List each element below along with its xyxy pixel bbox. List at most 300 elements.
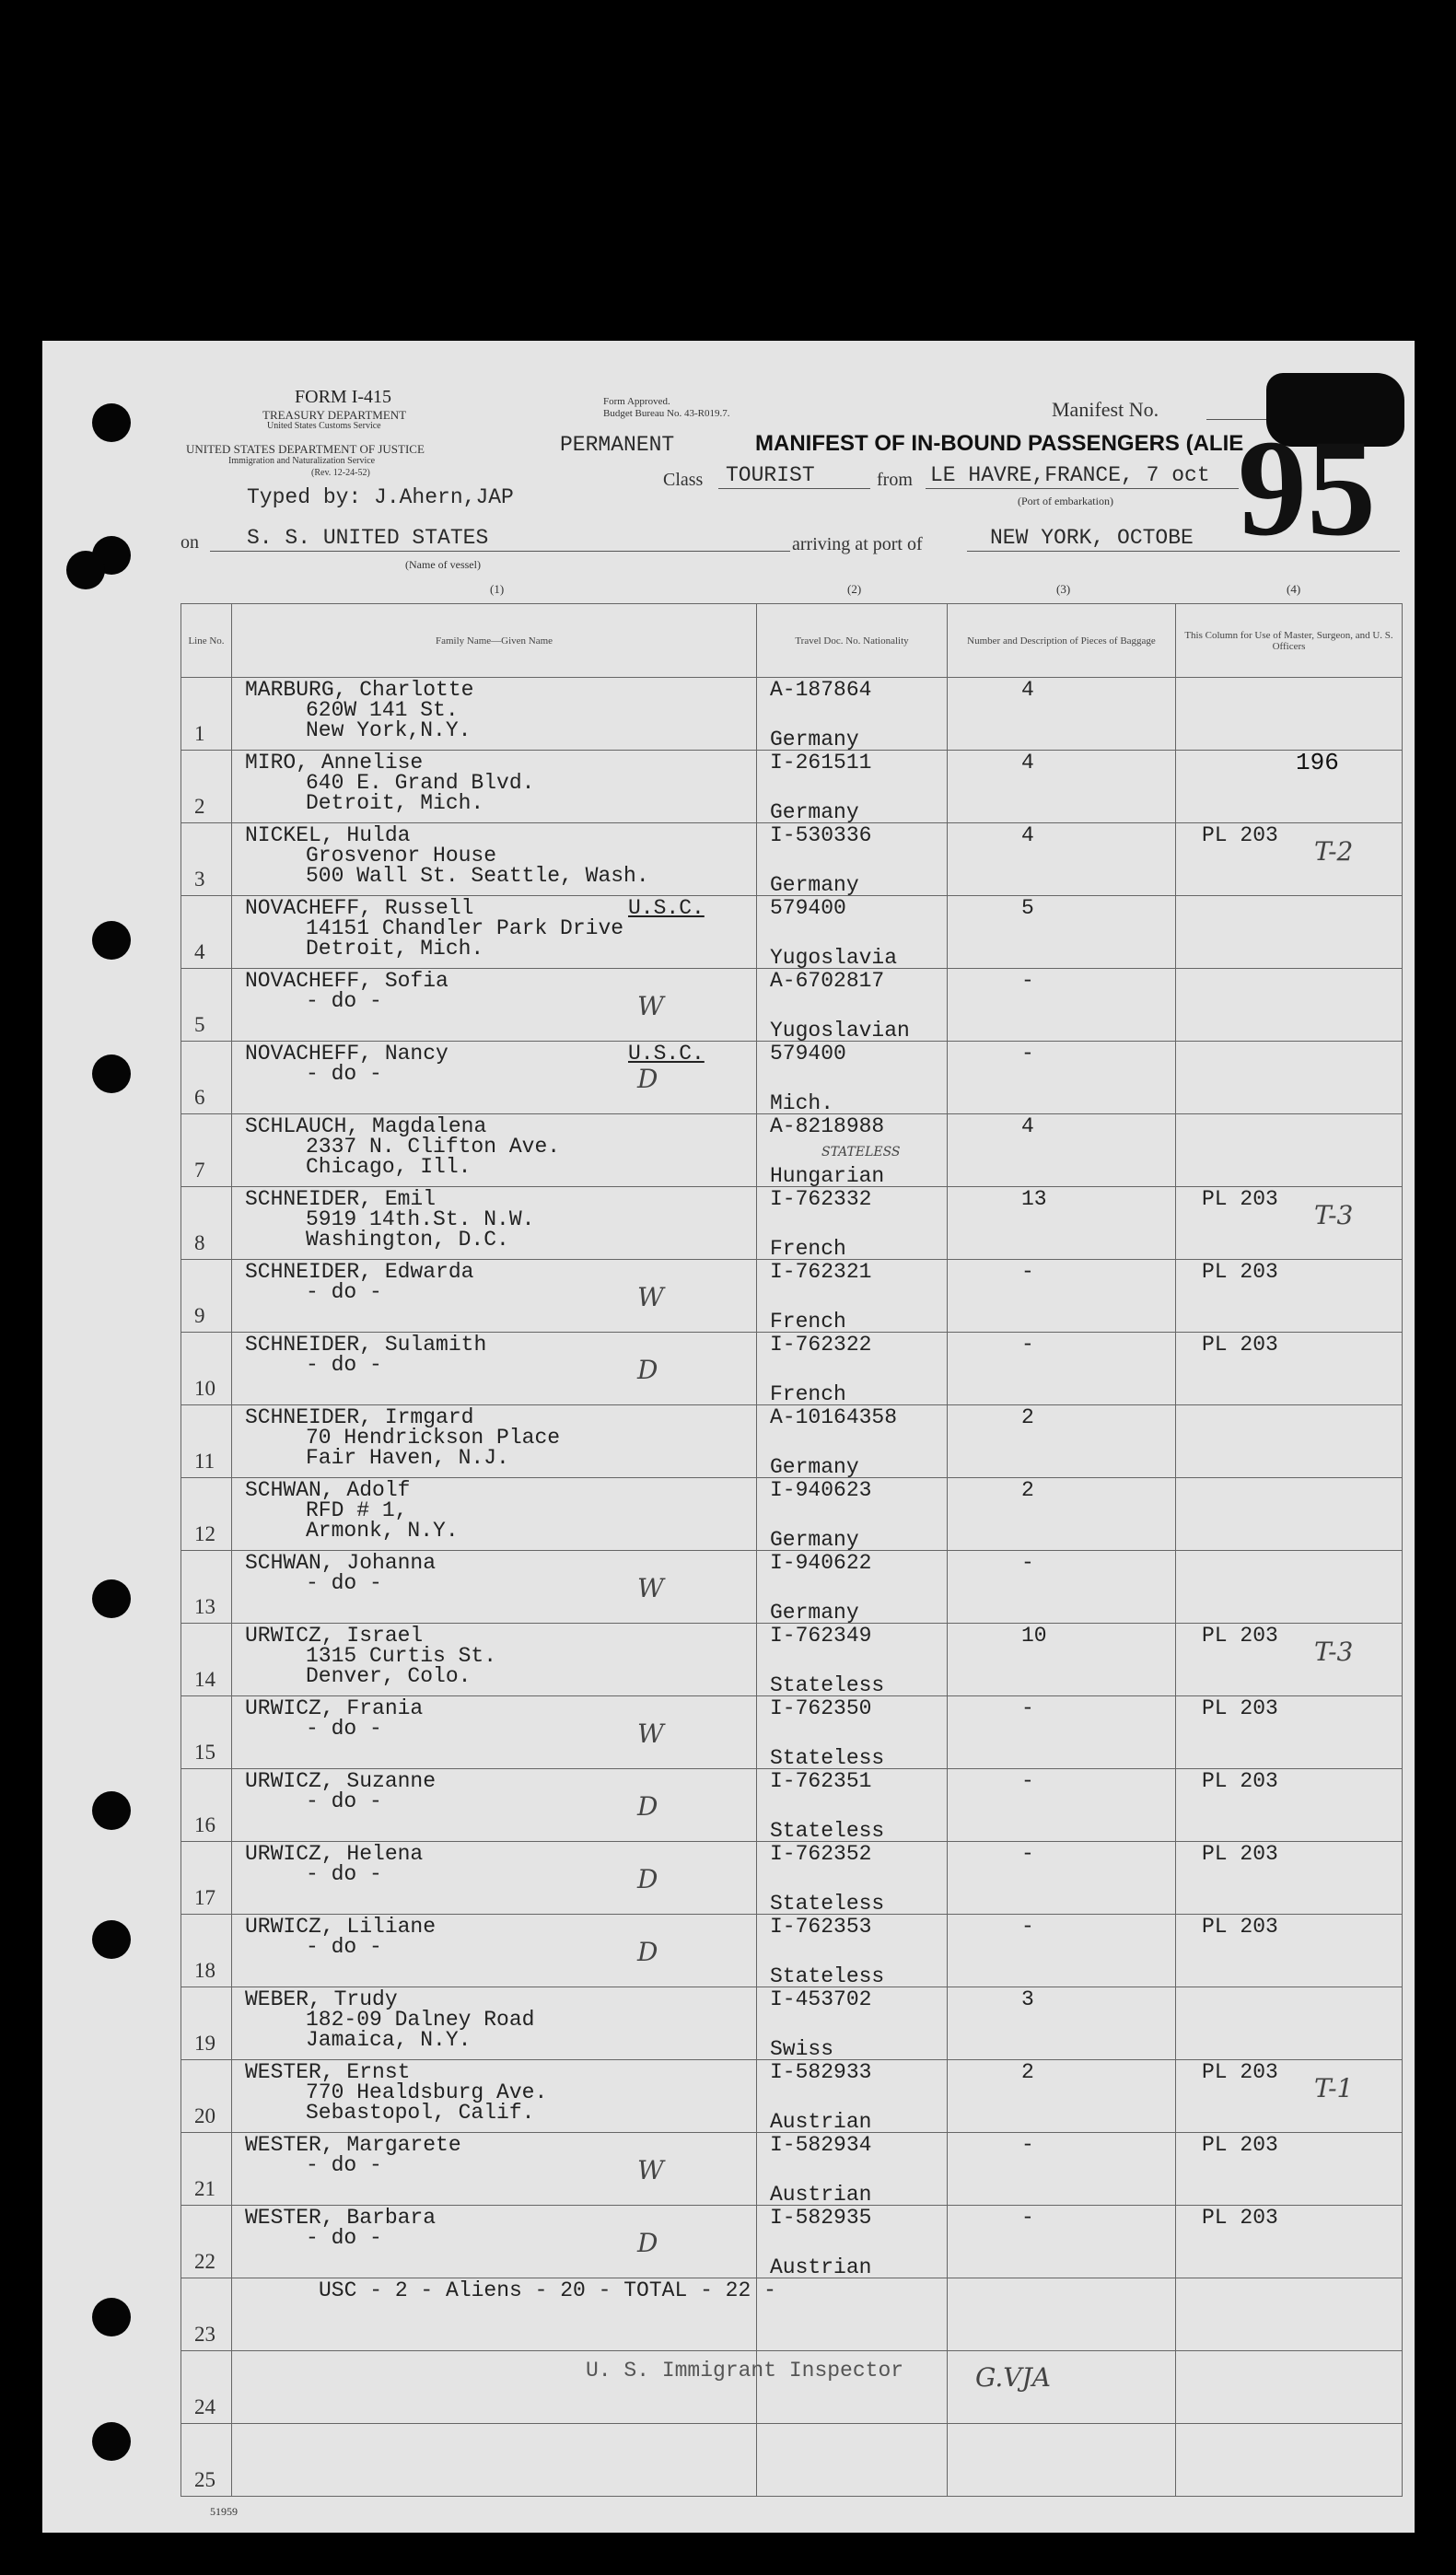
baggage-cell xyxy=(948,1114,1176,1187)
baggage-cell xyxy=(948,1551,1176,1624)
passenger-name: SCHNEIDER, Irmgard xyxy=(245,1405,474,1429)
baggage-cell xyxy=(948,1624,1176,1696)
officer-note: PL 203 xyxy=(1202,1260,1278,1284)
passenger-name-block xyxy=(245,1844,423,1884)
passenger-address-line: Washington, D.C. xyxy=(306,1228,509,1252)
passenger-name: NOVACHEFF, Nancy xyxy=(245,1042,448,1066)
punch-hole xyxy=(92,1579,131,1618)
passenger-name: SCHNEIDER, Sulamith xyxy=(245,1333,487,1357)
passenger-name: WESTER, Ernst xyxy=(245,2060,411,2084)
line-number: 15 xyxy=(194,1741,215,1764)
col-number-1: (1) xyxy=(490,582,505,596)
line-number-cell xyxy=(181,1696,232,1769)
officer-cell xyxy=(1176,1187,1403,1260)
line-number: 21 xyxy=(194,2177,215,2200)
name-cell xyxy=(232,751,757,823)
name-cell xyxy=(232,1769,757,1842)
baggage-count: 4 xyxy=(1021,751,1034,775)
line-number: 24 xyxy=(194,2395,215,2418)
passenger-address-line: Sebastopol, Calif. xyxy=(306,2101,535,2125)
baggage-cell xyxy=(948,969,1176,1042)
nationality: Stateless xyxy=(770,1673,885,1697)
baggage-cell xyxy=(948,1987,1176,2060)
baggage-cell xyxy=(948,1260,1176,1333)
baggage-count: 4 xyxy=(1021,823,1034,847)
passenger-name-block xyxy=(245,1553,436,1593)
line-number: 18 xyxy=(194,1959,215,1982)
vessel-line xyxy=(210,551,790,552)
officer-note: PL 203 xyxy=(1202,1624,1278,1648)
line-number: 6 xyxy=(194,1086,205,1109)
nationality: Hungarian xyxy=(770,1164,885,1188)
name-cell xyxy=(232,2060,757,2133)
officer-cell xyxy=(1176,1696,1403,1769)
passenger-address-line: - do - xyxy=(306,1062,382,1086)
officer-note: PL 203 xyxy=(1202,1187,1278,1211)
officer-cell xyxy=(1176,1551,1403,1624)
baggage-count: - xyxy=(1021,1769,1034,1793)
officer-cell xyxy=(1176,751,1403,823)
travel-doc-number: I-261511 xyxy=(770,751,872,775)
arrival-port: NEW YORK, OCTOBE xyxy=(990,526,1194,550)
header-name: Family Name—Given Name xyxy=(232,604,757,678)
header-line-no: Line No. xyxy=(181,604,232,678)
officer-note: PL 203 xyxy=(1202,2133,1278,2157)
officer-cell xyxy=(1176,2206,1403,2278)
passenger-address-line: 620W 141 St. xyxy=(306,698,459,722)
baggage-cell xyxy=(948,1769,1176,1842)
passenger-name-block xyxy=(245,1262,473,1302)
travel-doc-number: I-762353 xyxy=(770,1915,872,1939)
passenger-name: MARBURG, Charlotte xyxy=(245,678,474,702)
travel-doc-number: A-8218988 xyxy=(770,1114,885,1138)
baggage-cell xyxy=(948,1842,1176,1915)
table-row xyxy=(181,1187,1403,1260)
punch-hole xyxy=(92,403,131,442)
treasury-dept: TREASURY DEPARTMENT xyxy=(262,408,407,422)
officer-cell xyxy=(1176,2278,1403,2351)
officer-cell xyxy=(1176,1842,1403,1915)
nationality: Mich. xyxy=(770,1091,834,1115)
travel-doc-number: I-940622 xyxy=(770,1551,872,1575)
officer-note: PL 203 xyxy=(1202,1769,1278,1793)
travel-doc-cell xyxy=(757,1405,948,1478)
nationality: Germany xyxy=(770,873,859,897)
passenger-address-line: Detroit, Mich. xyxy=(306,937,484,961)
baggage-count: - xyxy=(1021,2133,1034,2157)
passenger-address-line: Chicago, Ill. xyxy=(306,1155,472,1179)
travel-doc-cell xyxy=(757,896,948,969)
line-number-cell xyxy=(181,1114,232,1187)
nationality: Austrian xyxy=(770,2183,872,2207)
line-number-cell xyxy=(181,2278,232,2351)
passenger-address-line: 182-09 Dalney Road xyxy=(306,2008,535,2032)
baggage-count: 4 xyxy=(1021,678,1034,702)
name-cell xyxy=(232,1915,757,1987)
name-cell xyxy=(232,2424,757,2497)
line-number: 3 xyxy=(194,868,205,891)
customs-service: United States Customs Service xyxy=(267,421,381,431)
officer-cell xyxy=(1176,2424,1403,2497)
travel-doc-number: I-762349 xyxy=(770,1624,872,1648)
baggage-cell xyxy=(948,2351,1176,2424)
officer-cell xyxy=(1176,1333,1403,1405)
line-number: 20 xyxy=(194,2104,215,2127)
line-number: 23 xyxy=(194,2323,215,2346)
line-number: 10 xyxy=(194,1377,215,1400)
usc-note: U.S.C. xyxy=(628,896,705,920)
passenger-name: NOVACHEFF, Sofia xyxy=(245,969,448,993)
travel-doc-cell xyxy=(757,2206,948,2278)
travel-doc-cell xyxy=(757,1260,948,1333)
line-number: 1 xyxy=(194,722,205,745)
table-row xyxy=(181,1696,1403,1769)
vessel-name: S. S. UNITED STATES xyxy=(247,526,489,550)
form-number: FORM I-415 xyxy=(295,387,392,407)
passenger-address-line: - do - xyxy=(306,1280,382,1304)
passenger-name: URWICZ, Helena xyxy=(245,1842,424,1866)
travel-doc-cell xyxy=(757,1696,948,1769)
passenger-address-line: RFD # 1, xyxy=(306,1498,408,1522)
punch-hole xyxy=(92,921,131,960)
travel-doc-number: I-582935 xyxy=(770,2206,872,2230)
passenger-name-block xyxy=(245,971,448,1011)
punch-hole xyxy=(92,1920,131,1959)
nationality: Yugoslavia xyxy=(770,946,898,970)
passenger-name: SCHWAN, Adolf xyxy=(245,1478,411,1502)
officer-cell xyxy=(1176,2133,1403,2206)
baggage-cell xyxy=(948,1187,1176,1260)
passenger-name-block xyxy=(245,1480,459,1541)
officer-note: PL 203 xyxy=(1202,1915,1278,1939)
baggage-count: - xyxy=(1021,1260,1034,1284)
passenger-address-line: Fair Haven, N.J. xyxy=(306,1446,509,1470)
name-cell xyxy=(232,2351,904,2424)
passenger-name: NICKEL, Hulda xyxy=(245,823,411,847)
officer-cell xyxy=(1176,1624,1403,1696)
permanent-label: PERMANENT xyxy=(560,433,675,457)
handwritten-mark: D xyxy=(637,1064,658,1094)
passenger-name: USC - 2 - Aliens - 20 - TOTAL - 22 - xyxy=(319,2278,776,2302)
passenger-address-line: - do - xyxy=(306,989,382,1013)
punch-hole xyxy=(92,2298,131,2336)
name-cell xyxy=(232,1551,757,1624)
table-row xyxy=(181,2278,1403,2351)
usc-note: U.S.C. xyxy=(628,1042,705,1066)
line-number-cell xyxy=(181,2351,232,2424)
baggage-cell xyxy=(948,1405,1176,1478)
manifest-no-label: Manifest No. xyxy=(1052,398,1159,421)
table-row xyxy=(181,823,1403,896)
header-baggage: Number and Description of Pieces of Baggage xyxy=(948,604,1176,678)
passenger-address-line: New York,N.Y. xyxy=(306,718,472,742)
justice-dept: UNITED STATES DEPARTMENT OF JUSTICE xyxy=(186,442,425,456)
passenger-name: URWICZ, Israel xyxy=(245,1624,424,1648)
travel-doc-number: A-6702817 xyxy=(770,969,885,993)
name-cell xyxy=(232,1624,757,1696)
baggage-count: 2 xyxy=(1021,2060,1034,2084)
table-header-row xyxy=(181,604,1403,678)
line-number-cell xyxy=(181,1987,232,2060)
line-number: 4 xyxy=(194,940,205,963)
baggage-count: 5 xyxy=(1021,896,1034,920)
travel-doc-cell xyxy=(757,1042,948,1114)
handwritten-mark: D xyxy=(637,1937,658,1967)
line-number: 2 xyxy=(194,795,205,818)
line-number-cell xyxy=(181,823,232,896)
nationality: Swiss xyxy=(770,2037,834,2061)
passenger-address-line: Detroit, Mich. xyxy=(306,791,484,815)
officer-cell xyxy=(1176,1769,1403,1842)
line-number-cell xyxy=(181,969,232,1042)
passenger-address-line: Armonk, N.Y. xyxy=(306,1519,459,1543)
officer-cell xyxy=(1176,1478,1403,1551)
travel-doc-cell xyxy=(757,1478,948,1551)
handwritten-mark: W xyxy=(637,1719,664,1749)
name-cell xyxy=(232,678,757,751)
passenger-name-block xyxy=(245,1989,534,2050)
travel-doc-cell xyxy=(757,2133,948,2206)
table-row xyxy=(181,2206,1403,2278)
handwritten-mark: T-1 xyxy=(1314,2073,1354,2103)
passenger-name-block xyxy=(245,1917,436,1957)
nationality: French xyxy=(770,1237,846,1261)
officer-note: PL 203 xyxy=(1202,1333,1278,1357)
manifest-stamp-number: 95 xyxy=(1238,412,1376,565)
passenger-name-block xyxy=(245,2135,461,2175)
travel-doc-cell xyxy=(757,1551,948,1624)
travel-doc-cell xyxy=(757,1987,948,2060)
name-cell xyxy=(232,2206,757,2278)
passenger-name: MIRO, Annelise xyxy=(245,751,424,775)
handwritten-mark: D xyxy=(637,1864,658,1894)
officer-cell xyxy=(1176,969,1403,1042)
passenger-address-line: 500 Wall St. Seattle, Wash. xyxy=(306,864,649,888)
passenger-address-line: - do - xyxy=(306,1789,382,1813)
name-cell xyxy=(232,1696,757,1769)
officer-cell xyxy=(1176,2351,1403,2424)
passenger-table xyxy=(181,603,1403,2497)
baggage-cell xyxy=(948,1696,1176,1769)
table-row xyxy=(181,1114,1403,1187)
table-row xyxy=(181,1551,1403,1624)
table-row xyxy=(181,969,1403,1042)
handwritten-mark: D xyxy=(637,1355,658,1385)
port-embark-caption: (Port of embarkation) xyxy=(1018,495,1113,507)
name-cell xyxy=(232,823,757,896)
table-row xyxy=(181,1915,1403,1987)
handwritten-mark: T-2 xyxy=(1314,836,1354,867)
officer-cell xyxy=(1176,1987,1403,2060)
rev-date: (Rev. 12-24-52) xyxy=(311,468,370,478)
table-row xyxy=(181,751,1403,823)
line-number: 8 xyxy=(194,1231,205,1254)
baggage-count: - xyxy=(1021,2206,1034,2230)
punch-hole xyxy=(66,551,105,589)
passenger-name-block xyxy=(245,825,649,886)
name-cell xyxy=(232,1987,757,2060)
baggage-cell xyxy=(948,678,1176,751)
line-number: 9 xyxy=(194,1304,205,1327)
nationality: Germany xyxy=(770,1601,859,1625)
baggage-count: 10 xyxy=(1021,1624,1047,1648)
baggage-count: - xyxy=(1021,1696,1034,1720)
travel-doc-number: I-762350 xyxy=(770,1696,872,1720)
travel-doc-number: I-530336 xyxy=(770,823,872,847)
line-number: 14 xyxy=(194,1668,215,1691)
passenger-name-block xyxy=(245,1625,496,1686)
passenger-name-block xyxy=(245,752,534,813)
travel-doc-number: 579400 xyxy=(770,1042,846,1066)
baggage-cell xyxy=(948,1042,1176,1114)
officer-cell xyxy=(1176,1405,1403,1478)
form-code: 51959 xyxy=(210,2505,238,2518)
table-row xyxy=(181,2424,1403,2497)
passenger-address-line: 70 Hendrickson Place xyxy=(306,1426,561,1450)
passenger-name-block xyxy=(245,2062,547,2123)
officer-note: PL 203 xyxy=(1202,823,1278,847)
line-number: 12 xyxy=(194,1522,215,1545)
table-row xyxy=(181,1405,1403,1478)
passenger-name-block xyxy=(245,1334,486,1375)
officer-note: PL 203 xyxy=(1202,2206,1278,2230)
class-value: TOURIST xyxy=(726,463,815,487)
travel-doc-number: I-762352 xyxy=(770,1842,872,1866)
punch-hole xyxy=(92,1791,131,1830)
travel-doc-cell xyxy=(757,2424,948,2497)
line-number-cell xyxy=(181,678,232,751)
line-number: 5 xyxy=(194,1013,205,1036)
table-row xyxy=(181,1769,1403,1842)
handwritten-mark: STATELESS xyxy=(821,1145,901,1159)
table-row xyxy=(181,2060,1403,2133)
handwritten-mark: G.VJA xyxy=(975,2362,1051,2393)
passenger-name: SCHWAN, Johanna xyxy=(245,1551,437,1575)
col-number-4: (4) xyxy=(1287,582,1301,596)
line-number-cell xyxy=(181,1405,232,1478)
from-value: LE HAVRE,FRANCE, 7 oct xyxy=(930,463,1210,487)
travel-doc-number: I-582934 xyxy=(770,2133,872,2157)
travel-doc-number: A-187864 xyxy=(770,678,872,702)
baggage-count: - xyxy=(1021,969,1034,993)
passenger-name-block xyxy=(245,2280,776,2301)
from-line xyxy=(926,488,1239,489)
baggage-count: - xyxy=(1021,1915,1034,1939)
baggage-count: - xyxy=(1021,1842,1034,1866)
table-row xyxy=(181,896,1403,969)
officer-cell xyxy=(1176,1260,1403,1333)
baggage-count: - xyxy=(1021,1333,1034,1357)
name-cell xyxy=(232,1842,757,1915)
travel-doc-number: A-10164358 xyxy=(770,1405,898,1429)
name-cell xyxy=(232,969,757,1042)
passenger-address-line: - do - xyxy=(306,2226,382,2250)
vessel-caption: (Name of vessel) xyxy=(405,558,481,571)
line-number-cell xyxy=(181,1187,232,1260)
baggage-cell xyxy=(948,751,1176,823)
travel-doc-cell xyxy=(757,2351,948,2424)
passenger-address-line: - do - xyxy=(306,1353,382,1377)
officer-note: PL 203 xyxy=(1202,1842,1278,1866)
travel-doc-cell xyxy=(757,1187,948,1260)
line-number: 11 xyxy=(194,1450,215,1473)
line-number: 16 xyxy=(194,1813,215,1836)
baggage-cell xyxy=(948,2424,1176,2497)
travel-doc-cell xyxy=(757,1114,948,1187)
officer-cell xyxy=(1176,1042,1403,1114)
passenger-address-line: Jamaica, N.Y. xyxy=(306,2028,472,2052)
nationality: Austrian xyxy=(770,2110,872,2134)
line-number-cell xyxy=(181,2060,232,2133)
officer-note: 196 xyxy=(1296,749,1339,776)
table-row xyxy=(181,678,1403,751)
arriving-label: arriving at port of xyxy=(792,534,923,554)
line-number-cell xyxy=(181,2424,232,2497)
passenger-address-line: - do - xyxy=(306,1717,382,1741)
baggage-cell xyxy=(948,1333,1176,1405)
passenger-address-line: Grosvenor House xyxy=(306,844,497,868)
baggage-count: - xyxy=(1021,1042,1034,1066)
passenger-name: NOVACHEFF, Russell xyxy=(245,896,474,920)
nationality: Stateless xyxy=(770,1892,885,1916)
officer-cell xyxy=(1176,678,1403,751)
line-number-cell xyxy=(181,2133,232,2206)
baggage-cell xyxy=(948,1478,1176,1551)
passenger-name-block xyxy=(245,1189,534,1250)
on-label: on xyxy=(181,532,199,553)
passenger-name: URWICZ, Suzanne xyxy=(245,1769,437,1793)
nationality: Germany xyxy=(770,1528,859,1552)
name-cell xyxy=(232,1478,757,1551)
line-number-cell xyxy=(181,1042,232,1114)
nationality: Germany xyxy=(770,800,859,824)
baggage-cell xyxy=(948,823,1176,896)
budget-bureau: Budget Bureau No. 43-R019.7. xyxy=(603,408,730,419)
table-row xyxy=(181,1333,1403,1405)
travel-doc-cell xyxy=(757,1915,948,1987)
name-cell xyxy=(232,1114,757,1187)
travel-doc-number: I-762332 xyxy=(770,1187,872,1211)
passenger-address-line: Denver, Colo. xyxy=(306,1664,472,1688)
manifest-title: MANIFEST OF IN-BOUND PASSENGERS (ALIE xyxy=(755,431,1244,456)
line-number: 19 xyxy=(194,2032,215,2055)
travel-doc-cell xyxy=(757,1333,948,1405)
officer-cell xyxy=(1176,1114,1403,1187)
baggage-count: 13 xyxy=(1021,1187,1047,1211)
punch-hole xyxy=(92,2422,131,2461)
table-row xyxy=(181,1987,1403,2060)
handwritten-mark: W xyxy=(637,1573,664,1603)
handwritten-mark: W xyxy=(637,2155,664,2185)
typed-by: Typed by: J.Ahern,JAP xyxy=(247,485,514,509)
passenger-address-line: 5919 14th.St. N.W. xyxy=(306,1207,535,1231)
class-line xyxy=(718,488,870,489)
passenger-name-block xyxy=(245,1698,423,1739)
line-number-cell xyxy=(181,2206,232,2278)
line-number-cell xyxy=(181,1842,232,1915)
baggage-count: 3 xyxy=(1021,1987,1034,2011)
name-cell xyxy=(232,896,757,969)
passenger-name: SCHLAUCH, Magdalena xyxy=(245,1114,487,1138)
baggage-count: 2 xyxy=(1021,1405,1034,1429)
baggage-cell xyxy=(948,2278,1176,2351)
travel-doc-cell xyxy=(757,2278,948,2351)
baggage-count: 4 xyxy=(1021,1114,1034,1138)
officer-note: PL 203 xyxy=(1202,1696,1278,1720)
passenger-name-block xyxy=(245,898,623,959)
handwritten-mark: W xyxy=(637,1282,664,1312)
line-number-cell xyxy=(181,1260,232,1333)
